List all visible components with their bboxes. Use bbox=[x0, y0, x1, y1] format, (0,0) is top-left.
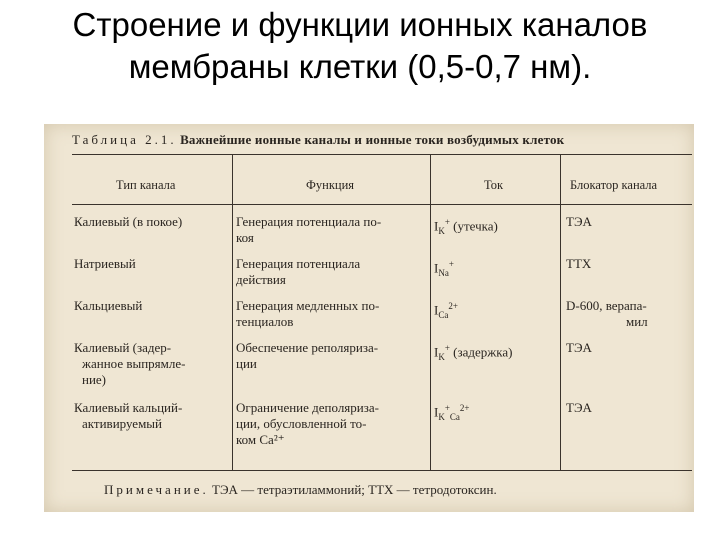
cell-blocker-line: ТТХ bbox=[566, 256, 592, 271]
header-blocker: Блокатор канала bbox=[570, 178, 658, 192]
current-note: (задержка) bbox=[453, 344, 513, 360]
cell-type-line: Калиевый (задер- bbox=[74, 340, 172, 355]
header-type: Тип канала bbox=[116, 178, 176, 192]
table-row bbox=[236, 214, 428, 246]
table-note-prefix: Примечание. bbox=[104, 482, 209, 497]
table-row bbox=[74, 340, 230, 388]
current-subscript: K bbox=[438, 411, 445, 422]
current-subscript: K bbox=[438, 351, 445, 362]
current-symbol: I bbox=[434, 302, 439, 318]
table-note bbox=[104, 482, 497, 498]
current-superscript: + bbox=[444, 343, 450, 353]
table-row bbox=[566, 298, 690, 330]
cell-type-line: жанное выпрямле- bbox=[82, 356, 186, 371]
header-function: Функция bbox=[306, 178, 355, 192]
cell-function-line: действия bbox=[236, 272, 286, 287]
slide-title bbox=[0, 4, 720, 88]
cell-blocker-line: ТЭА bbox=[566, 214, 592, 229]
current-symbol: I bbox=[434, 218, 439, 234]
table-row bbox=[236, 298, 428, 330]
table-row bbox=[74, 214, 230, 230]
table-row bbox=[566, 214, 690, 230]
table-row bbox=[74, 256, 230, 272]
table-row bbox=[434, 256, 558, 281]
cell-type-line: Калиевый кальций- bbox=[74, 400, 183, 415]
cell-type-line: Натриевый bbox=[74, 256, 136, 271]
table-caption-prefix: Таблица 2.1. bbox=[72, 132, 177, 147]
current-symbol: I bbox=[434, 344, 439, 360]
cell-function-line: Ограничение деполяриза- bbox=[236, 400, 379, 415]
table-row bbox=[236, 340, 428, 372]
table-row bbox=[74, 298, 230, 314]
current-superscript: + bbox=[444, 403, 450, 413]
table-row bbox=[566, 256, 690, 272]
table-caption-text: Важнейшие ионные каналы и ионные токи возбудимых клеток bbox=[180, 132, 565, 147]
table-top-rule bbox=[72, 154, 692, 155]
cell-type-line: Калиевый (в покое) bbox=[74, 214, 183, 229]
cell-function-line: ции bbox=[236, 356, 257, 371]
current-note: (утечка) bbox=[453, 218, 498, 234]
cell-function-line: ции, обусловленной то- bbox=[236, 416, 367, 431]
table-row bbox=[236, 400, 428, 448]
cell-function-line: ком Ca²⁺ bbox=[236, 432, 285, 447]
table-row bbox=[566, 340, 690, 356]
scanned-table-image bbox=[44, 124, 694, 512]
cell-function-line: Генерация медленных по- bbox=[236, 298, 380, 313]
cell-type-line: ние) bbox=[82, 372, 107, 387]
title-line-1: Строение и функции ионных каналов bbox=[72, 6, 648, 43]
current-subscript: K bbox=[438, 225, 445, 236]
current-symbol: I bbox=[434, 404, 439, 420]
table-note-text: ТЭА — тетраэтиламмоний; ТТХ — тетродотоксин. bbox=[212, 482, 497, 497]
current-subscript: Na bbox=[438, 267, 449, 278]
table-row bbox=[74, 400, 230, 432]
current-subscript: Ca bbox=[438, 309, 449, 320]
table-row bbox=[434, 298, 558, 323]
cell-type-line: Кальциевый bbox=[74, 298, 143, 313]
cell-function-line: Генерация потенциала bbox=[236, 256, 361, 271]
current-symbol: I bbox=[434, 260, 439, 276]
column-divider-2 bbox=[430, 154, 431, 470]
current-superscript: 2+ bbox=[448, 301, 458, 311]
cell-function-line: Обеспечение реполяриза- bbox=[236, 340, 379, 355]
column-divider-3 bbox=[560, 154, 561, 470]
table-row bbox=[236, 256, 428, 288]
cell-blocker-line: мил bbox=[626, 314, 648, 329]
cell-function-line: коя bbox=[236, 230, 254, 245]
table-row bbox=[434, 400, 558, 425]
current-subscript-2: Ca bbox=[449, 411, 460, 422]
table-bottom-rule bbox=[72, 470, 692, 471]
cell-blocker-line: ТЭА bbox=[566, 400, 592, 415]
cell-type-line: активируемый bbox=[82, 416, 162, 431]
column-divider-1 bbox=[232, 154, 233, 470]
cell-blocker-line: D-600, верапа- bbox=[566, 298, 647, 313]
cell-function-line: тенциалов bbox=[236, 314, 294, 329]
current-superscript-2: 2+ bbox=[459, 403, 470, 413]
title-line-2: мембраны клетки (0,5-0,7 нм). bbox=[128, 48, 592, 85]
current-superscript: + bbox=[444, 217, 450, 227]
header-current: Ток bbox=[484, 178, 504, 192]
header-bottom-rule bbox=[72, 204, 692, 205]
cell-blocker-line: ТЭА bbox=[566, 340, 592, 355]
current-superscript: + bbox=[448, 259, 454, 269]
cell-function-line: Генерация потенциала по- bbox=[236, 214, 382, 229]
table-row bbox=[434, 214, 558, 239]
table-caption bbox=[72, 132, 692, 148]
table-row bbox=[434, 340, 558, 365]
table-row bbox=[566, 400, 690, 416]
